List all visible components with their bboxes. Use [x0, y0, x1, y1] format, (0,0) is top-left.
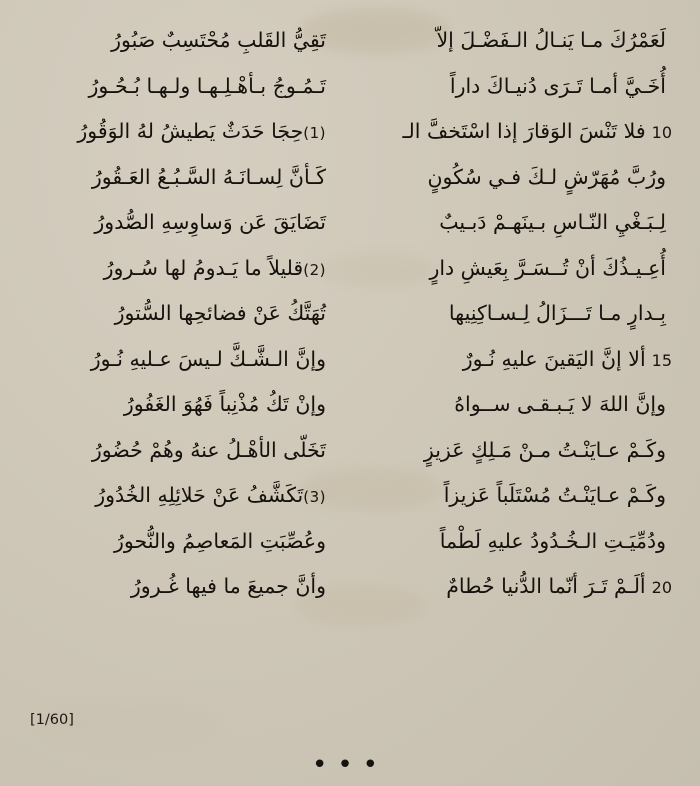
footnote-marker: (2): [303, 260, 326, 279]
verse-line: [24, 109, 676, 155]
verse-number: [666, 169, 672, 188]
verse-number: 15: [651, 350, 672, 370]
section-ornament: •••: [311, 750, 388, 780]
hemistich-second: [6, 246, 346, 293]
hemistich-first-text: ألا إنَّ اليَقينَ عليهِ نُـورٌ: [462, 346, 646, 371]
hemistich-first: [346, 473, 676, 519]
hemistich-second: [6, 18, 346, 63]
verse-number: 10: [651, 123, 672, 142]
hemistich-first: [346, 64, 676, 110]
footnote-marker: (1): [303, 124, 326, 142]
verse-number: [666, 214, 672, 233]
hemistich-second-text: تَخَلّى الأهْـلُ عنهُ وهُمْ حُضُورُ: [91, 437, 326, 462]
hemistich-first: [346, 18, 676, 64]
verse-line: [24, 291, 676, 337]
hemistich-first-text: لِـبَـغْيِ النّـاسِ بـينَهـمْ دَبـيبٌ: [439, 210, 666, 234]
hemistich-second: [6, 519, 346, 564]
verse-line: [24, 428, 676, 474]
hemistich-second-text: وعُصِّبَتِ المَعاصِمُ والنُّحورُ: [114, 528, 326, 553]
verse-line: [24, 64, 676, 110]
hemistich-first-text: وكَـمْ عـايَنْـتُ مُسْتَلَباً عَزيزاً: [443, 483, 666, 507]
hemistich-first: [346, 291, 676, 337]
verse-line: [24, 564, 676, 610]
hemistich-first-text: فلا تَنْسَ الوَقارَ إذا اسْتَخفَّ الـ: [402, 119, 646, 143]
verse-number: [666, 442, 672, 461]
hemistich-second: [6, 109, 346, 156]
verse-number: [666, 260, 672, 279]
hemistich-second: [6, 473, 346, 520]
hemistich-first: [346, 246, 676, 292]
verse-line: [24, 18, 676, 64]
hemistich-first-text: أُخَـيَّ أمـا تَـرَى دُنيـاكَ داراً: [449, 73, 666, 98]
hemistich-first: [346, 109, 676, 155]
hemistich-second-text: تَقِيُّ القَلبِ مُحْتَسِبٌ صَبُورُ: [111, 28, 326, 52]
hemistich-first-text: ورُبَّ مُهَرّشٍ لـكَ فـي سُكُونٍ: [427, 164, 666, 189]
hemistich-first-text: ودُمِّيَـتِ الـخُـدُودُ عليهِ لَطْماً: [439, 528, 666, 553]
verse-number: [666, 32, 672, 51]
hemistich-first: [346, 564, 676, 610]
hemistich-first: [346, 428, 676, 474]
verse-line: [24, 155, 676, 201]
hemistich-first: [346, 200, 676, 246]
hemistich-second: [6, 564, 346, 609]
verse-line: [24, 337, 676, 383]
verse-line: [24, 246, 676, 292]
hemistich-second-text: وأنَّ جميعَ ما فيها غُـرورُ: [130, 574, 326, 598]
hemistich-second-text: تَضَايَقَ عَن وَساوِسِهِ الصُّدورُ: [94, 210, 326, 234]
hemistich-second-text: قليلاً ما يَـدومُ لها سُـرورُ: [103, 255, 304, 280]
verse-number: [666, 487, 672, 506]
verse-line: [24, 519, 676, 565]
hemistich-first-text: بِـدارٍ مـا تَـــزَالُ لِـسـاكِنِيها: [448, 301, 666, 325]
hemistich-first-text: وكَـمْ عـايَنْـتُ مـنْ مَـلِكٍ عَزيزٍ: [423, 437, 666, 462]
verse-line: [24, 200, 676, 246]
hemistich-second: [6, 64, 346, 109]
hemistich-first-text: وإنَّ اللهَ لا يَـبـقـى ســواهُ: [454, 392, 666, 416]
verse-number: [666, 305, 672, 324]
hemistich-second-text: وإنَّ الـشَّـكَّ لـيسَ عـليهِ نُـورُ: [90, 346, 326, 371]
hemistich-first: [346, 519, 676, 565]
hemistich-second-text: حِجَا حَدَثٌ يَطيشُ لهُ الوَقُورُ: [77, 119, 304, 143]
folio-marker: [1/60]: [30, 712, 74, 728]
verse-number: [666, 396, 672, 415]
hemistich-second: [6, 291, 346, 336]
hemistich-second-text: تُهَتَّكُ عَنْ فضائحِها السُّتورُ: [114, 301, 326, 325]
hemistich-first-text: لَعَمْرُكَ مـا يَنـالُ الـفَضْـلَ إلاّ: [436, 28, 666, 52]
verse-line: [24, 473, 676, 519]
verse-number: [666, 533, 672, 552]
hemistich-second: [6, 200, 346, 245]
hemistich-second-text: كَـأنَّ لِسـانَـهُ السَّـبُـعُ العَـقُورُ: [91, 164, 326, 189]
hemistich-second: [6, 155, 346, 200]
verse-number: [666, 78, 672, 97]
poem-body: [24, 18, 676, 610]
hemistich-second: [6, 382, 346, 427]
verse-number: 20: [651, 578, 672, 597]
footnote-marker: (3): [303, 488, 326, 506]
verse-line: [24, 382, 676, 428]
hemistich-second-text: تَكَشَّفُ عَنْ حَلائِلِهِ الخُدُورُ: [95, 483, 304, 507]
hemistich-first: [346, 337, 676, 383]
hemistich-second-text: وإنْ تَكُ مُذْنِباً فَهُوَ الغَفُورُ: [123, 392, 326, 416]
hemistich-first: [346, 382, 676, 428]
hemistich-second: [6, 337, 346, 382]
hemistich-first: [346, 155, 676, 201]
hemistich-second: [6, 428, 346, 473]
hemistich-first-text: ألَـمْ تَـرَ أنّما الدُّنيا حُطامٌ: [446, 574, 646, 598]
hemistich-first-text: أُعِـيـذُكَ أنْ تُــسَـرَّ بِعَيشِ دارٍ: [429, 255, 666, 280]
hemistich-second-text: تَـمُـوجُ بـأهْـلِـهـا ولـهـا بُـحُـورُ: [88, 73, 326, 98]
